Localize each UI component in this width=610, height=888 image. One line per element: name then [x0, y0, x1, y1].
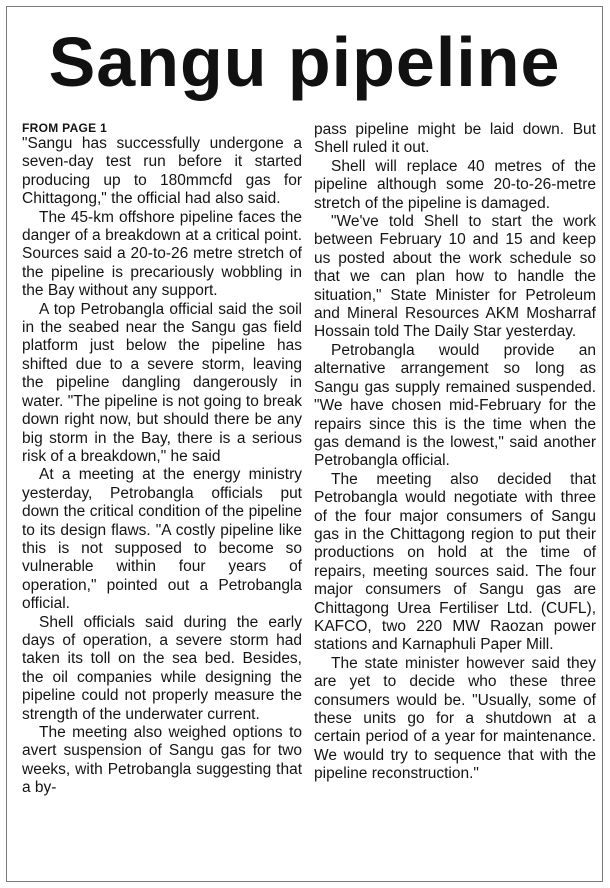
paragraph: Petrobangla would provide an alternative arrangement so long as Sangu gas supply remained suspended. "We have chosen mid-February for the repairs since this is the time when the gas demand is the lowest," said another Petrobangla official. [314, 341, 596, 470]
dateline: FROM PAGE 1 [22, 121, 108, 135]
paragraph: The state minister however said they are yet to decide who these three consumers would be. "Usually, some of these units go for a shutdown at a certain period of a year for maintenance. We would try to sequence that with the pipeline reconstruction." [314, 654, 596, 783]
paragraph: The meeting also weighed options to avert suspension of Sangu gas for two weeks, with Petrobangla suggesting that a by- [22, 724, 302, 797]
paragraph: A top Petrobangla official said the soil in the seabed near the Sangu gas field platform just below the pipeline has shifted due to a severe storm, leaving the pipeline dangling dangerously in water. "The pipeline is not going to break down right now, but should there be any big storm in the Bay, there is a serious risk of a breakdown," he said [22, 300, 302, 465]
left-column [22, 121, 302, 798]
paragraph: Shell will replace 40 metres of the pipeline although some 20-to-26-metre stretch of the pipeline is damaged. [314, 157, 596, 212]
paragraph: At a meeting at the energy ministry yesterday, Petrobangla officials put down the critical condition of the pipeline to its design flaws. "A costly pipeline like this is not supposed to become so vulnerable within four years of operation," pointed out a Petrobangla official. [22, 466, 302, 613]
paragraph: pass pipeline might be laid down. But Shell ruled it out. [314, 121, 596, 157]
paragraph: Shell officials said during the early days of operation, a severe storm had taken its toll on the sea bed. Besides, the oil companies while designing the pipeline could not properly measure the strength of the underwater current. [22, 613, 302, 723]
newspaper-clipping [6, 6, 603, 882]
paragraph: "Sangu has successfully undergone a seven-day test run before it started producing up to 180mmcfd gas for Chittagong," the official had also said. [22, 135, 302, 208]
headline: Sangu pipeline [48, 23, 561, 101]
paragraph: The meeting also decided that Petrobangla would negotiate with three of the four major consumers of Sangu gas in the Chittagong region to put their productions on hold at the time of repairs, meeting sources said. The four major consumers of Sangu gas are Chittagong Urea Fertiliser Ltd. (CUFL), KAFCO, two 220 MW Raozan power stations and Karnaphuli Paper Mill. [314, 470, 596, 654]
paragraph: The 45-km offshore pipeline faces the danger of a breakdown at a critical point. Sources said a 20-to-26 metre stretch of the pipeline is precariously wobbling in the Bay without any support. [22, 208, 302, 300]
right-column [314, 121, 596, 784]
paragraph: "We've told Shell to start the work between February 10 and 15 and keep us posted about the work schedule so that we can plan how to handle the situation," State Minister for Petroleum and Mineral Resources AKM Mosharraf Hossain told The Daily Star yesterday. [314, 213, 596, 341]
